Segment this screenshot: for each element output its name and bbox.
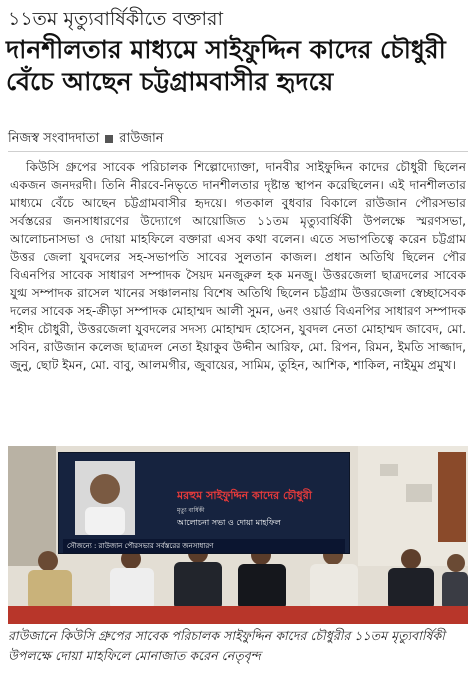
event-banner	[58, 452, 350, 554]
portrait-image	[75, 461, 135, 535]
banner-name: মরহুম সাইফুদ্দিন কাদের চৌধুরী	[177, 489, 312, 502]
article-body	[10, 158, 466, 440]
byline-reporter: নিজস্ব সংবাদদাতা	[8, 131, 100, 146]
banner-courtesy: সৌজন্যে : রাউজান পৌরসভার সর্বস্তরের জনসাধারণ	[63, 539, 345, 553]
banner-subtitle: মৃত্যু বার্ষিকী	[177, 507, 205, 514]
photo-caption: রাউজানে কিউসি গ্রুপের সাবেক পরিচালক সাইফুদ্দিন কাদের চৌধুরীর ১১তম মৃত্যুবার্ষিকী উপলক্ষে দোয়া মাহফিলে মোনাজাত করেন নেতৃবৃন্দ	[8, 628, 445, 663]
article-photo	[8, 446, 468, 624]
banner-program: আলোচনা সভা ও দোয়া মাহফিল	[177, 518, 281, 527]
article-kicker: ১১তম মৃত্যুবার্ষিকীতে বক্তারা	[8, 8, 223, 30]
byline-divider	[8, 151, 468, 152]
byline	[8, 130, 468, 148]
body-paragraph: কিউসি গ্রুপের সাবেক পরিচালক শিল্পোদ্যোক্তা, দানবীর সাইফুদ্দিন কাদের চৌধুরী ছিলেন একজন জনদরদী। তিনি নীরবে-নিভৃতে দানশীলতার দৃষ্টান্ত স্থাপন করেছিলেন। এই দানশীলতার মাধ্যমে বেঁচে আছেন চট্টগ্রামবাসীর হৃদয়ে। গতকাল বুধবার বিকালে রাউজান পৌরসভার সর্বস্তরের জনসাধারণের উদ্যোগে আয়োজিত ১১তম মৃত্যুবার্ষিকী উপলক্ষে স্মরণসভা, আলোচনাসভা ও দোয়া মাহফিলে বক্তারা এসব কথা বলেন। এতে সভাপতিত্বে করেন চট্টগ্রাম উত্তর জেলা যুবদলের সহ-সভাপতি সাবের সুলতান কাজল। প্রধান অতিথি ছিলেন পৌর বিএনপির সাবেক সাধারণ সম্পাদক সৈয়দ মনজুরুল হক মনজু। উত্তরজেলা ছাত্রদলের সাবেক যুগ্ম সম্পাদক রাসেল খানের সঞ্চালনায় বিশেষ অতিথি ছিলেন চট্টগ্রাম উত্তরজেলা স্বেচ্ছাসেবক দলের সাবেক সহ-ক্রীড়া সম্পাদক মোহাম্মদ আলী সুমন, ৬নং ওয়ার্ড বিএনপির সাধারণ সম্পাদক শহীদ চৌধুরী, উত্তরজেলা যুবদলের সদস্য মোহাম্মদ হোসেন, যুবদল নেতা মোহাম্মদ জাবেদ, মো. সবিন, রাউজান কলেজ ছাত্রদল নেতা ইয়াকুব উদ্দীন আরিফ, মো. রিপন, রিমন, ইমতি সাজ্জাদ, জুনু, ছোট ইমন, মো. বাবু, আলমগীর, জুবায়ের, সামিম, তুহিন, আশিক, শাকিল, নাইমুম প্রমুখ।	[10, 160, 466, 372]
byline-location: রাউজান	[119, 131, 164, 146]
square-bullet-icon	[105, 135, 113, 143]
article-headline: দানশীলতার মাধ্যমে সাইফুদ্দিন কাদের চৌধুরী বেঁচে আছেন চট্টগ্রামবাসীর হৃদয়ে	[6, 35, 446, 96]
